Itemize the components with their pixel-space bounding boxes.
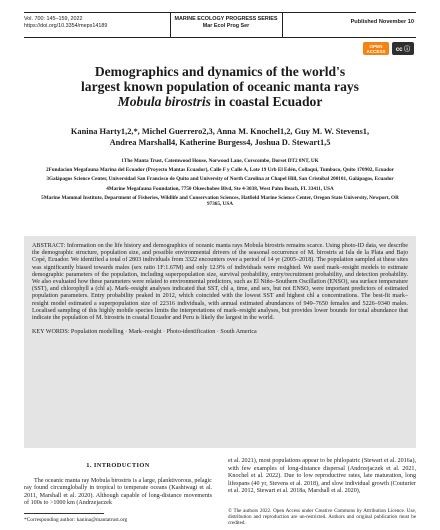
- author-list: [32, 126, 408, 148]
- body-column-left: [24, 458, 212, 508]
- volume-info: Vol. 700: 145–159, 2022: [24, 16, 83, 22]
- citation-info: [24, 16, 107, 30]
- title-line2: largest known population of oceanic manta rays: [81, 79, 359, 94]
- journal-header: [24, 12, 416, 38]
- journal-name: [174, 16, 278, 30]
- creative-commons-badge[interactable]: [392, 42, 414, 55]
- journal-name-line2: Mar Ecol Prog Ser: [202, 23, 250, 29]
- abstract-text: ABSTRACT: Information on the life history and demographics of oceanic manta rays Mobula birostris remains scarce. Using photo-ID data, we describe the demographic structure, population size, and possible environmental drivers of the seasonal occurrence of M. birostris at Isla de la Plata and Bajo Copé, Ecuador. We identified a total of 2803 individuals from 3322 encounters over a period of 14 yr (2005–2018). The population sampled at these sites was significantly biased towards males (sex ratio 1F:1.67M) and only 12.9% of individuals were resighted. We used mark–resight models to estimate demographic parameters of the population, including superpopulation size, survival probability, entry/recruitment probability, and detection probability. We also evaluated how these parameters were related to environmental predictors, such as El Niño–Southern Oscillation (ENSO), sea surface temperature (SST), and chlorophyll a (chl a). Mark–resight analyses indicated that SST, chl a, time, and sex, but not ENSO, were important predictors of estimated population parameters. Entry probability peaked in 2012, which coincided with the lowest SST and highest chl a concentrations. The best-fit mark–resight model estimated a superpopulation size of 22316 individuals, with annual estimated abundances of 949–7650 females and 5226–9340 males. Localised sampling of this highly mobile species limits the interpretations of mark–resight analyses, but provides lower bounds for total abundance that indicate the population of M. birostris in coastal Ecuador and Peru is likely the largest in the world.: [32, 243, 408, 322]
- title-line1: Demographics and dynamics of the world's: [94, 64, 346, 79]
- title-line3: [40, 94, 400, 109]
- header-divider: [282, 13, 283, 37]
- open-access-line2: ACCESS: [366, 48, 386, 54]
- published-date: Published November 10: [350, 19, 414, 25]
- intro-paragraph-continued: et al. 2021), most populations appear to be philopatric (Stewart et al. 2016a), with few examples of long-distance dispersal (Andrzejaczek et al. 2021, Knochel et al. 2022). Due to low reproductive rates, late maturation, long lifespans (40 yr, Stevens et al. 2018), and slow individual growth (Couturier et al. 2012, Stewart et al. 2018a, Marshall et al. 2020),: [228, 458, 416, 495]
- corresponding-author: *Corresponding author: kanina@mantatrust.org: [24, 517, 128, 523]
- license-badges: [363, 42, 414, 55]
- open-access-line1: OPEN: [369, 43, 383, 49]
- intro-paragraph: The oceanic manta ray Mobula birostris is a large, planktivorous, pelagic ray found circumglobally in tropical to temperate oceans (Kashiwagi et al. 2011, Marshall et al. 2020). Although capable of long-distance movements of 100s to >1000 km (Andrzejaczek: [24, 477, 212, 507]
- species-name: Mobula birostris: [117, 94, 211, 109]
- affiliation-2: 2Fundacion Megafauna Marina del Ecuador (Proyecto Mantas Ecuador), Calle F y Calle A, Lote 19 Urb El Edén, Collaqui, Tumbaco, Quito 170902, Ecuador: [45, 167, 395, 174]
- affiliation-1: 1The Manta Trust, Catemwood House, Norwood Lane, Corscombe, Dorset DT2 0NT, UK: [121, 158, 319, 164]
- footnote-divider: [24, 513, 104, 514]
- author-line2: Andrea Marshall4, Katherine Burgess4, Joshua D. Stewart1,5: [109, 138, 331, 147]
- keywords: KEY WORDS: Population modelling · Mark–resight · Photo-identification · South America: [32, 329, 257, 336]
- header-divider: [170, 13, 171, 37]
- open-access-badge[interactable]: [363, 42, 389, 55]
- affiliation-4: 4Marine Megafauna Foundation, 7750 Okeechobee Blvd, Ste 4-3038, West Palm Beach, FL 33411, USA: [106, 185, 334, 192]
- affiliations: [40, 158, 400, 211]
- doi-link[interactable]: https://doi.org/10.3354/meps14189: [24, 23, 108, 29]
- cc-label: cc ⓘ: [395, 47, 411, 53]
- copyright-notice: © The authors 2022. Open Access under Creative Commons by Attribution Licence. Use, distribution and reproduction are un-restricted. Authors and original publication must be credited.: [228, 508, 416, 527]
- journal-name-line1: MARINE ECOLOGY PROGRESS SERIES: [174, 16, 278, 22]
- body-column-right: [228, 458, 416, 496]
- paper-title: [40, 64, 400, 109]
- title-line3-rest: in coastal Ecuador: [210, 94, 323, 109]
- section-heading-introduction: 1. INTRODUCTION: [86, 462, 150, 469]
- author-line1: Kanina Harty1,2,*, Michel Guerrero2,3, Anna M. Knochel1,2, Guy M. W. Stevens1,: [70, 127, 370, 136]
- affiliation-5: 5Marine Mammal Institute, Department of Fisheries, Wildlife and Conservation Sciences, Hatfield Marine Science Center, Oregon State University, Newport, OR 97365, USA: [41, 194, 399, 208]
- abstract-box: [24, 236, 416, 448]
- affiliation-3: 3Galápagos Science Center, Universidad San Francisco de Quito and University of North Carolina at Chapel Hill, San Cristóbal 200101, Galápagos, Ecuador: [46, 176, 394, 183]
